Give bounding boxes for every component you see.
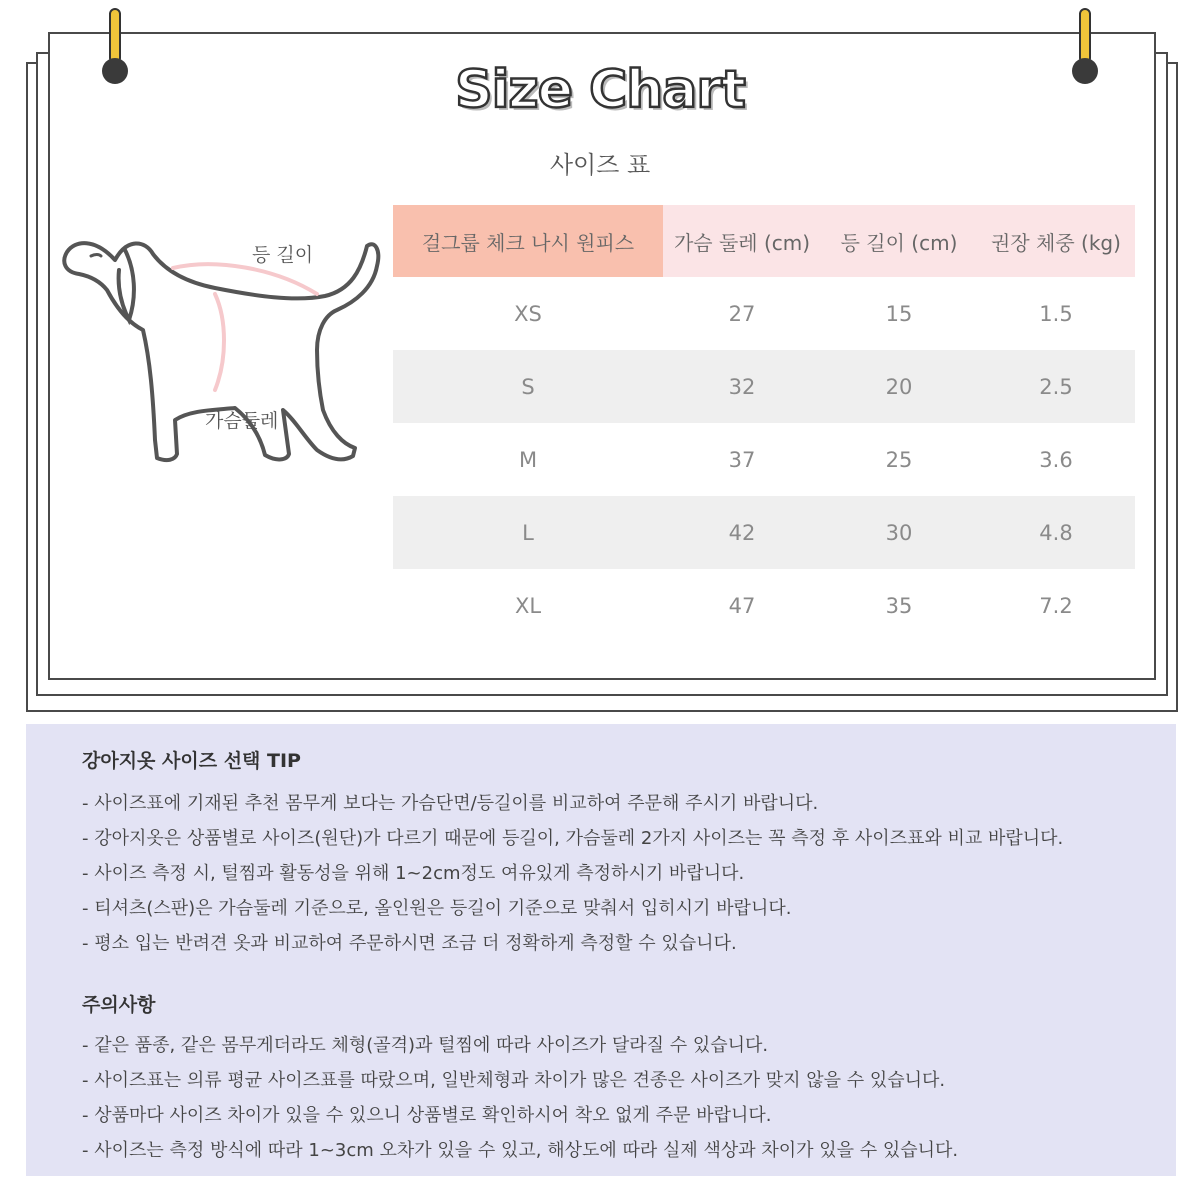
size-cell: XL bbox=[514, 593, 542, 618]
list-item: - 티셔츠(스판)은 가슴둘레 기준으로, 올인원은 등길이 기준으로 맞춰서 입히시기 바랍니다. bbox=[82, 898, 792, 919]
weight-cell: 7.2 bbox=[1039, 593, 1073, 618]
weight-cell: 3.6 bbox=[1039, 447, 1073, 472]
header-back: 등 길이 (cm) bbox=[821, 205, 977, 277]
tips-list bbox=[82, 786, 1162, 961]
size-cell: L bbox=[522, 520, 534, 545]
caution-list bbox=[82, 1028, 1162, 1168]
dog-measurement-icon bbox=[55, 210, 395, 480]
size-cell: S bbox=[521, 374, 535, 399]
size-table bbox=[393, 205, 1135, 642]
back-cell: 25 bbox=[885, 447, 913, 472]
chest-girth-label: 가슴둘레 bbox=[205, 410, 279, 432]
table-row bbox=[393, 569, 1135, 642]
table-row bbox=[393, 277, 1135, 350]
list-item: - 평소 입는 반려견 옷과 비교하여 주문하시면 조금 더 정확하게 측정할 수 있습니다. bbox=[82, 933, 737, 954]
table-row bbox=[393, 350, 1135, 423]
size-cell: XS bbox=[514, 301, 542, 326]
weight-cell: 1.5 bbox=[1039, 301, 1073, 326]
header-product: 걸그룹 체크 나시 원피스 bbox=[393, 205, 663, 277]
list-item: - 사이즈는 측정 방식에 따라 1~3cm 오차가 있을 수 있고, 해상도에 따라 실제 색상과 차이가 있을 수 있습니다. bbox=[82, 1140, 959, 1161]
tips-heading: 강아지옷 사이즈 선택 TIP bbox=[82, 750, 301, 772]
weight-cell: 4.8 bbox=[1039, 520, 1073, 545]
weight-cell: 2.5 bbox=[1039, 374, 1073, 399]
back-cell: 30 bbox=[885, 520, 913, 545]
header-weight: 권장 체중 (kg) bbox=[977, 205, 1135, 277]
table-row bbox=[393, 496, 1135, 569]
table-row bbox=[393, 423, 1135, 496]
chest-cell: 32 bbox=[728, 374, 756, 399]
chest-cell: 47 bbox=[728, 593, 756, 618]
list-item: - 사이즈표에 기재된 추천 몸무게 보다는 가슴단면/등길이를 비교하여 주문해 주시기 바랍니다. bbox=[82, 793, 819, 814]
page-subtitle: 사이즈 표 bbox=[549, 151, 651, 179]
back-cell: 35 bbox=[885, 593, 913, 618]
tips-box bbox=[26, 724, 1176, 1176]
list-item: - 같은 품종, 같은 몸무게더라도 체형(골격)과 털찜에 따라 사이즈가 달라질 수 있습니다. bbox=[82, 1035, 769, 1056]
back-cell: 15 bbox=[885, 301, 913, 326]
table-header bbox=[393, 205, 1135, 277]
size-cell: M bbox=[518, 447, 538, 472]
chest-cell: 42 bbox=[728, 520, 756, 545]
chest-cell: 27 bbox=[728, 301, 756, 326]
header-chest: 가슴 둘레 (cm) bbox=[663, 205, 821, 277]
list-item: - 사이즈 측정 시, 털찜과 활동성을 위해 1~2cm정도 여유있게 측정하시기 바랍니다. bbox=[82, 863, 745, 884]
back-length-label: 등 길이 bbox=[252, 244, 314, 266]
list-item: - 상품마다 사이즈 차이가 있을 수 있으니 상품별로 확인하시어 착오 없게 주문 바랍니다. bbox=[82, 1105, 772, 1126]
chest-cell: 37 bbox=[728, 447, 756, 472]
caution-heading: 주의사항 bbox=[82, 994, 156, 1016]
page-title: Size Chart bbox=[455, 60, 745, 120]
list-item: - 강아지옷은 상품별로 사이즈(원단)가 다르기 때문에 등길이, 가슴둘레 2가지 사이즈는 꼭 측정 후 사이즈표와 비교 바랍니다. bbox=[82, 828, 1064, 849]
back-cell: 20 bbox=[885, 374, 913, 399]
list-item: - 사이즈표는 의류 평균 사이즈표를 따랐으며, 일반체형과 차이가 많은 견종은 사이즈가 맞지 않을 수 있습니다. bbox=[82, 1070, 946, 1091]
